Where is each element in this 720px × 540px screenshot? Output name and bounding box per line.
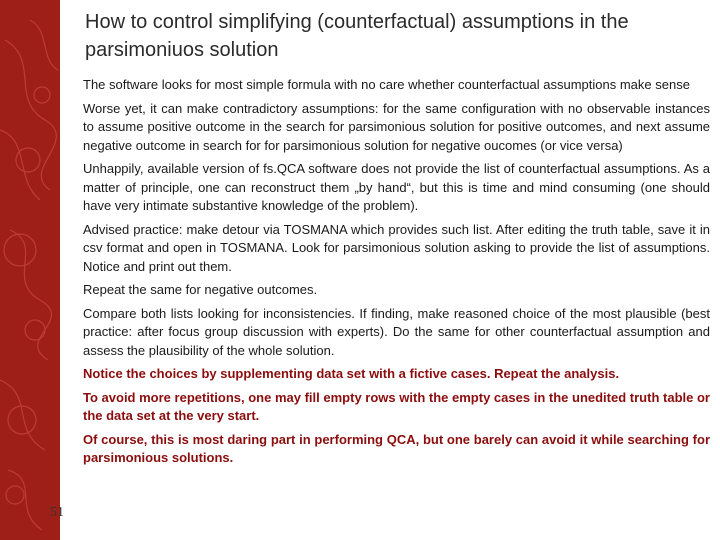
list-item	[58, 305, 710, 361]
list-item	[58, 76, 710, 95]
bullet-text: The software looks for most simple formula with no care whether counterfactual assumptions make sense	[83, 77, 690, 92]
list-item	[58, 365, 710, 384]
bullet-text: Of course, this is most daring part in performing QCA, but one barely can avoid it while searching for parsimonious solutions.	[83, 431, 710, 465]
bullet-text: Unhappily, available version of fs.QCA software does not provide the list of counterfactual assumptions. As a matter of principle, one can reconstruct them „by hand“, but this is time and mind consuming (one should have very intimate substantive knowledge of the problem).	[83, 161, 710, 213]
bullet-text: Worse yet, it can make contradictory assumptions: for the same configuration with no observable instances to assume positive outcome in the search for parsimonious solution for positive outcomes, and next assume negative outcome in search for for parsimonious solution for negative oucomes (or vice versa)	[83, 100, 710, 153]
bullet-text: Repeat the same for negative outcomes.	[83, 282, 318, 297]
bullet-list	[58, 76, 710, 473]
list-item	[58, 100, 710, 156]
list-item	[58, 389, 710, 426]
bullet-text: Advised practice: make detour via TOSMANA which provides such list. After editing the truth table, save it in csv format and open in TOSMANA. Look for parsimonious solution asking to provide the list of assumptions. Notice and print out them.	[83, 221, 710, 274]
bullet-text: Notice the choices by supplementing data set with a fictive cases. Repeat the analysis.	[83, 366, 620, 381]
decorative-sidebar	[0, 0, 60, 540]
list-item	[58, 431, 710, 468]
list-item	[58, 160, 710, 216]
swirl-pattern-icon	[0, 0, 60, 540]
bullet-text: To avoid more repetitions, one may fill empty rows with the empty cases in the unedited truth table or the data set at the very start.	[83, 389, 710, 423]
bullet-text: Compare both lists looking for inconsistencies. If finding, make reasoned choice of the most plausible (best practice: after focus group discussion with experts). Do the same for other counterfactual assumption and assess the plausibility of the whole solution.	[83, 305, 710, 358]
list-item	[58, 281, 710, 300]
slide-number: 51	[50, 505, 64, 520]
list-item	[58, 221, 710, 277]
slide-title: How to control simplifying (counterfactual) assumptions in the parsimoniuos solution	[85, 11, 629, 61]
